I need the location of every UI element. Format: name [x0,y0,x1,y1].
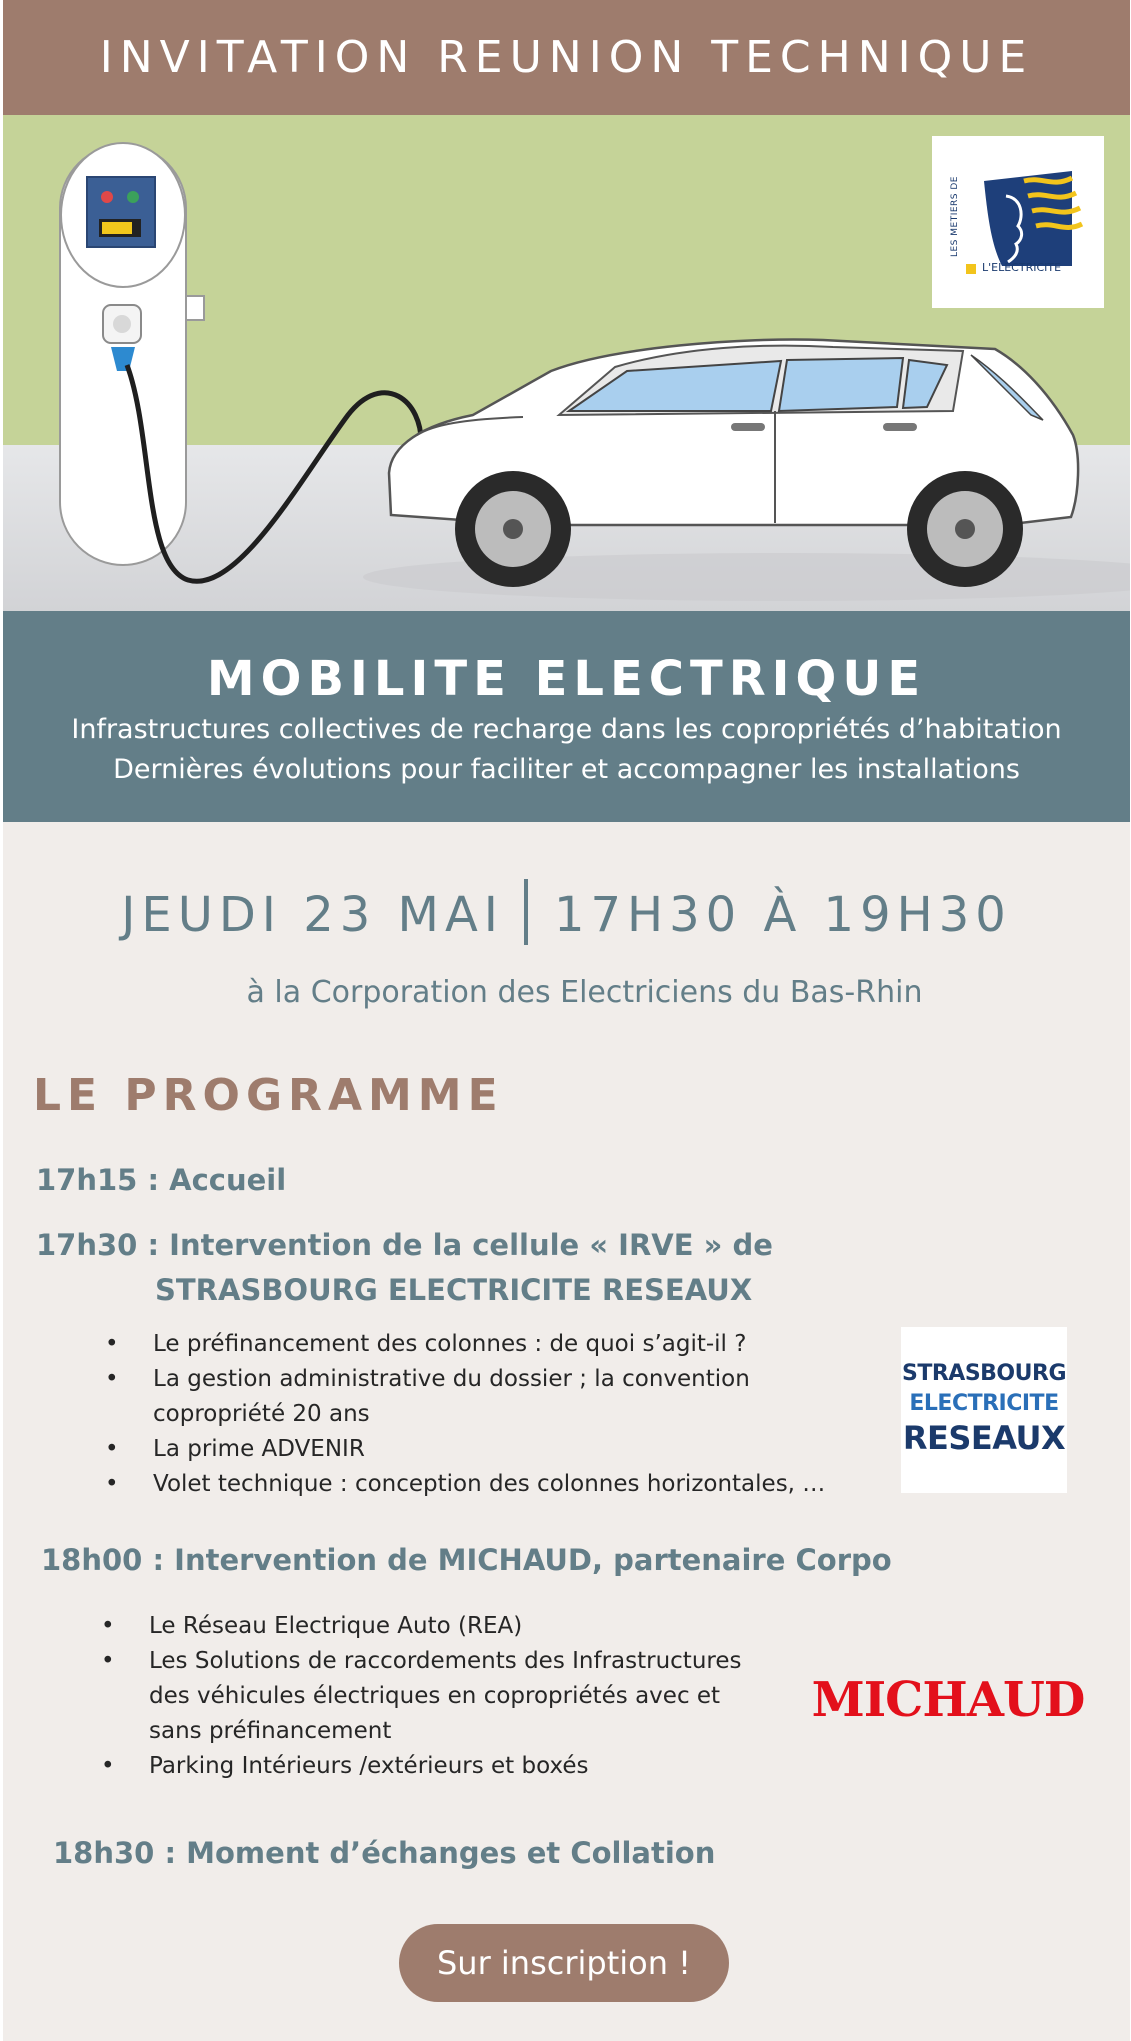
registration-button[interactable]: Sur inscription ! [399,1924,729,2002]
list-item: • La prime ADVENIR [105,1432,885,1467]
program-title: LE PROGRAMME [33,1070,504,1121]
hero-illustration [3,115,1130,611]
list-item-continuation [105,1397,885,1432]
charging-station-icon [60,143,204,565]
header-title: INVITATION REUNION TECHNIQUE [99,32,1034,83]
ses-logo-line3: RESEAUX [902,1419,1066,1457]
event-venue: à la Corporation des Electriciens du Bas-Rhin [246,975,923,1010]
event-subtitle-2: Dernières évolutions pour faciliter et accompagner les installations [113,754,1020,785]
list-item: • Les Solutions de raccordements des Infrastructures [101,1644,801,1679]
strasbourg-electricite-reseaux-logo [901,1327,1067,1493]
event-date: JEUDI 23 MAI [121,887,504,943]
list-item: • Le préfinancement des colonnes : de quoi s’agit-il ? [105,1327,885,1362]
program-item1-head-line2: STRASBOURG ELECTRICITE RESEAUX [155,1273,753,1307]
ses-logo-line2: ELECTRICITE [909,1391,1059,1416]
list-item-continuation-text: copropriété 20 ans [153,1401,370,1427]
program-item2-bullets [101,1609,801,1784]
date-separator [524,879,528,945]
program-item2-head: 18h00 : Intervention de MICHAUD, partenaire Corpo [41,1543,892,1577]
program-item1-bullets [105,1327,885,1502]
ses-logo-line1: STRASBOURG [902,1361,1066,1386]
list-item: • Le Réseau Electrique Auto (REA) [101,1609,801,1644]
list-item-continuation [101,1679,801,1714]
list-item-continuation [101,1714,801,1749]
program-item1-head-line1: 17h30 : Intervention de la cellule « IRVE » de [36,1228,773,1262]
invitation-page [3,0,1130,2041]
logo-vertical-text: LES METIERS DE [950,176,960,258]
metiers-electricite-logo [932,136,1104,308]
header-band [3,0,1130,115]
event-title: MOBILITE ELECTRIQUE [206,651,927,707]
logo-horizontal-text: L'ELECTRICITE [982,261,1062,274]
michaud-logo: MICHAUD [811,1672,1085,1728]
event-subtitle-1: Infrastructures collectives de recharge dans les copropriétés d’habitation [71,714,1062,745]
event-time: 17H30 À 19H30 [553,887,1012,943]
list-item-continuation-text: sans préfinancement [149,1718,392,1744]
title-band [3,611,1130,822]
list-item: • Parking Intérieurs /extérieurs et boxés [101,1749,801,1784]
list-item-continuation-text: des véhicules électriques en copropriétés avec et [149,1683,721,1709]
date-row [3,885,1130,951]
list-item: • La gestion administrative du dossier ; la convention [105,1362,885,1397]
program-closing: 18h30 : Moment d’échanges et Collation [53,1836,716,1870]
list-item: • Volet technique : conception des colonnes horizontales, … [105,1467,885,1502]
program-welcome: 17h15 : Accueil [36,1163,287,1197]
